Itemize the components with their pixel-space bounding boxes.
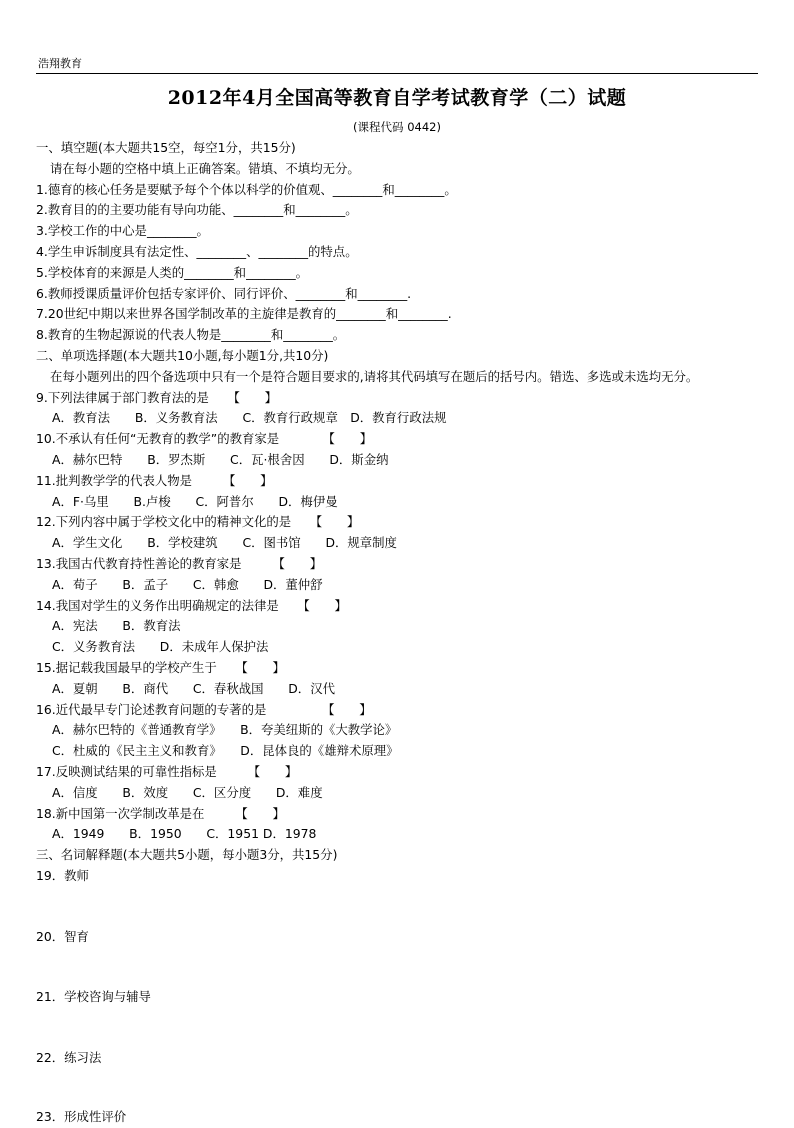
- fill-question-7: 7.20世纪中期以来世界各国学制改革的主旋律是教育的________和________.: [36, 306, 452, 322]
- choice-question-18: 18.新中国第一次学制改革是在 【 】: [36, 805, 285, 821]
- choice-question-14: 14.我国对学生的义务作出明确规定的法律是 【 】: [36, 597, 347, 613]
- fill-question-2: 2.教育目的的主要功能有导向功能、________和________。: [36, 202, 358, 218]
- choice-options-16b: C．杜威的《民主主义和教育》 D．昆体良的《雄辩术原理》: [52, 743, 399, 759]
- choice-options-9: A．教育法 B．义务教育法 C．教育行政规章 D．教育行政法规: [52, 410, 447, 426]
- answer-space-22: [36, 1069, 762, 1107]
- choice-options-10: A．赫尔巴特 B．罗杰斯 C．瓦·根舍因 D．斯金纳: [52, 451, 389, 467]
- section1-heading: 一、填空题(本大题共15空，每空1分，共15分): [36, 140, 296, 155]
- fill-question-6: 6.教师授课质量评价包括专家评价、同行评价、________和________.: [36, 285, 412, 301]
- choice-question-17: 17.反映测试结果的可靠性指标是 【 】: [36, 763, 298, 779]
- choice-options-14a: A．宪法 B．教育法: [52, 618, 181, 634]
- fill-question-4: 4.学生申诉制度具有法定性、________、________的特点。: [36, 243, 358, 259]
- choice-options-12: A．学生文化 B．学校建筑 C．图书馆 D．规章制度: [52, 535, 397, 551]
- section3-heading: 三、名词解释题(本大题共5小题，每小题3分，共15分): [36, 847, 338, 863]
- term-question-20: 20．智育: [36, 928, 89, 944]
- choice-options-11: A．F·乌里 B.卢梭 C．阿普尔 D．梅伊曼: [52, 493, 338, 509]
- choice-options-16a: A．赫尔巴特的《普通教育学》 B．夸美纽斯的《大教学论》: [52, 722, 398, 738]
- choice-question-12: 12.下列内容中属于学校文化中的精神文化的是 【 】: [36, 514, 360, 530]
- exam-content: [36, 138, 762, 1128]
- choice-options-17: A．信度 B．效度 C．区分度 D．难度: [52, 784, 323, 800]
- section2-instruction: 在每小题列出的四个备选项中只有一个是符合题目要求的,请将其代码填写在题后的括号内。错选、多选或未选均无分。: [50, 368, 699, 384]
- fill-question-5: 5.学校体育的来源是人类的________和________。: [36, 264, 309, 280]
- choice-question-9: 9.下列法律属于部门教育法的是 【 】: [36, 389, 278, 405]
- choice-question-11: 11.批判教学学的代表人物是 【 】: [36, 472, 273, 488]
- answer-space-19: [36, 887, 762, 927]
- answer-space-21: [36, 1008, 762, 1048]
- section1-instruction: 请在每小题的空格中填上正确答案。错填、不填均无分。: [50, 160, 360, 176]
- header-rule: [36, 73, 758, 74]
- course-code: (课程代码 0442): [353, 120, 441, 134]
- fill-question-3: 3.学校工作的中心是________。: [36, 223, 209, 239]
- choice-options-18: A．1949 B．1950 C．1951 D．1978: [52, 826, 317, 842]
- answer-space-20: [36, 947, 762, 987]
- term-question-21: 21．学校咨询与辅导: [36, 989, 151, 1005]
- header-brand: 浩翔教育: [38, 57, 82, 70]
- choice-question-10: 10.不承认有任何“无教育的教学”的教育家是 【 】: [36, 431, 373, 447]
- term-question-19: 19．教师: [36, 867, 89, 883]
- choice-question-15: 15.据记载我国最早的学校产生于 【 】: [36, 659, 285, 675]
- section2-heading: 二、单项选择题(本大题共10小题,每小题1分,共10分): [36, 347, 329, 363]
- choice-question-16: 16.近代最早专门论述教育问题的专著的是 【 】: [36, 701, 372, 717]
- term-question-23: 23．形成性评价: [36, 1109, 127, 1125]
- choice-options-13: A．荀子 B．孟子 C．韩愈 D．董仲舒: [52, 576, 323, 592]
- choice-options-14b: C．义务教育法 D．未成年人保护法: [52, 639, 269, 655]
- fill-question-1: 1.德育的核心任务是要赋予每个个体以科学的价值观、________和________。: [36, 181, 457, 197]
- choice-question-13: 13.我国古代教育持性善论的教育家是 【 】: [36, 555, 323, 571]
- page-title: 2012年4月全国高等教育自学考试教育学（二）试题: [167, 87, 627, 109]
- fill-question-8: 8.教育的生物起源说的代表人物是________和________。: [36, 327, 346, 343]
- choice-options-15: A．夏朝 B．商代 C．春秋战国 D．汉代: [52, 680, 335, 696]
- term-question-22: 22．练习法: [36, 1050, 102, 1066]
